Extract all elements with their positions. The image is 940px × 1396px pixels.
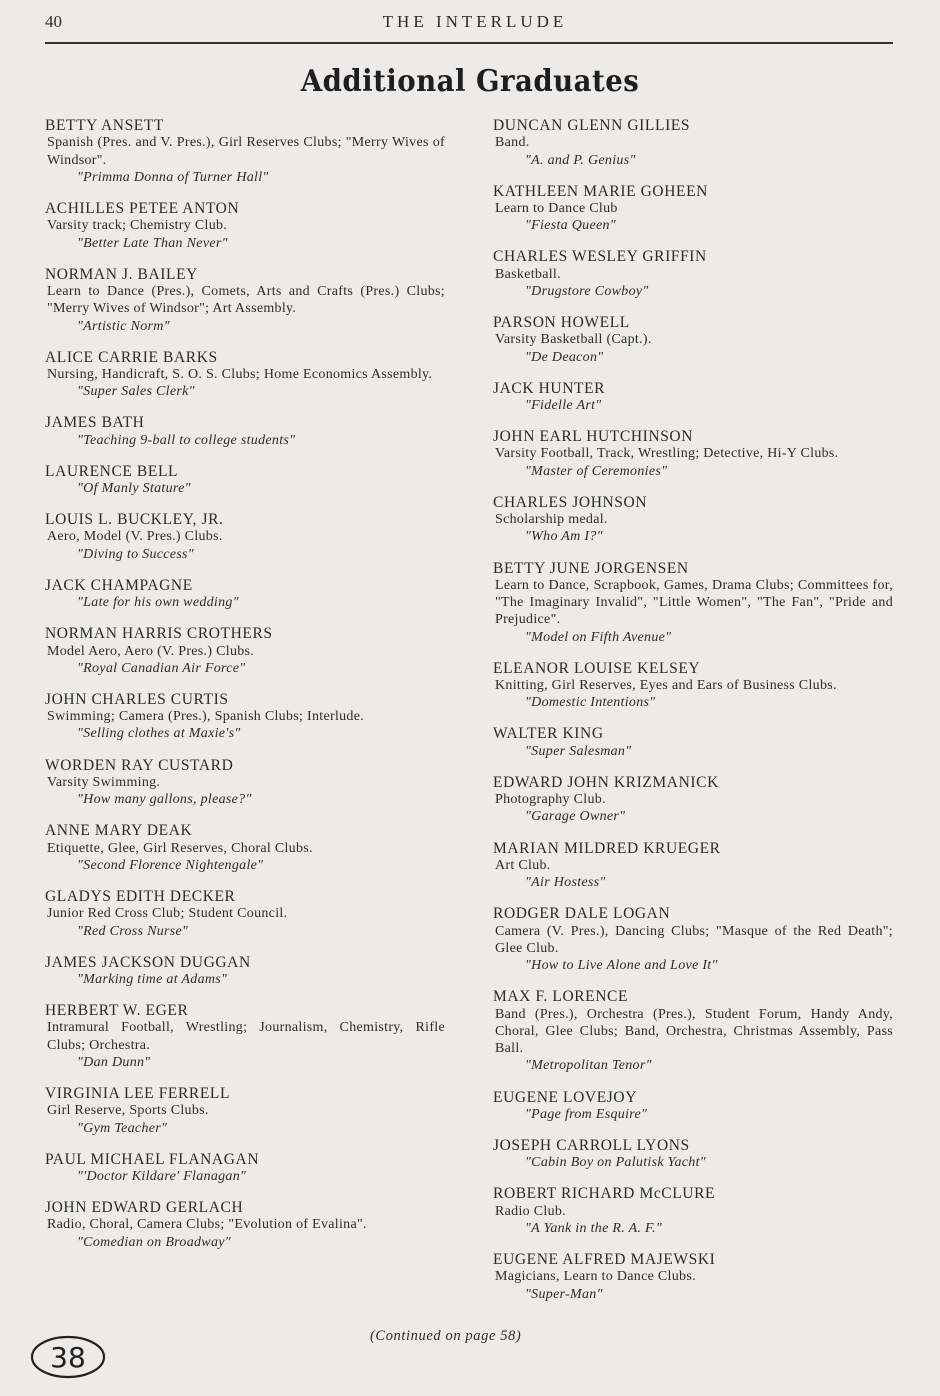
graduate-entry (45, 414, 445, 449)
graduate-name: ELEANOR LOUISE KELSEY (493, 659, 701, 677)
graduate-activities: Girl Reserve, Sports Clubs. (47, 1103, 209, 1119)
graduate-name: WORDEN RAY CUSTARD (45, 756, 234, 774)
graduate-quote: "Second Florence Nightengale" (77, 857, 264, 873)
graduate-quote: "Drugstore Cowboy" (525, 283, 649, 299)
graduate-entry (45, 117, 445, 186)
graduate-name: EUGENE LOVEJOY (493, 1088, 638, 1106)
graduate-entry (493, 380, 893, 415)
graduate-entry (493, 840, 893, 892)
graduate-activities: Aero, Model (V. Pres.) Clubs. (47, 529, 223, 545)
graduate-quote: "Primma Donna of Turner Hall" (77, 169, 269, 185)
graduate-quote: "Model on Fifth Avenue" (525, 629, 672, 645)
graduate-name: JOSEPH CARROLL LYONS (493, 1136, 690, 1154)
graduate-quote: "Super Salesman" (525, 743, 632, 759)
graduate-quote: "Who Am I?" (525, 529, 603, 545)
graduate-quote: "A Yank in the R. A. F." (525, 1220, 663, 1236)
handwritten-page-mark (24, 1334, 108, 1380)
graduate-quote: "Super Sales Clerk" (77, 384, 195, 400)
graduate-activities: Camera (V. Pres.), Dancing Clubs; "Masque of the Red Death"; Glee Club. (495, 923, 893, 956)
graduate-activities: Varsity track; Chemistry Club. (47, 218, 228, 234)
graduate-entry (45, 822, 445, 874)
graduate-quote: "Late for his own wedding" (77, 595, 239, 611)
header-rule (45, 42, 893, 44)
graduate-entry (45, 511, 445, 563)
graduate-quote: "De Deacon" (525, 349, 604, 365)
graduate-quote: "Artistic Norm" (77, 318, 170, 334)
graduate-name: EUGENE ALFRED MAJEWSKI (493, 1250, 716, 1268)
graduate-entry (493, 428, 893, 480)
graduate-name: NORMAN J. BAILEY (45, 265, 198, 283)
graduate-activities: Model Aero, Aero (V. Pres.) Clubs. (47, 643, 255, 659)
graduate-quote: "Super-Man" (525, 1286, 603, 1302)
graduate-name: EDWARD JOHN KRIZMANICK (493, 773, 719, 791)
graduate-activities: Scholarship medal. (495, 512, 608, 528)
left-column (45, 117, 445, 1265)
graduate-entry (45, 200, 445, 252)
graduate-entry (45, 757, 445, 809)
graduate-entry (45, 954, 445, 989)
graduate-name: CHARLES JOHNSON (493, 493, 648, 511)
page-number: 40 (45, 12, 62, 31)
graduate-entry (493, 1185, 893, 1237)
graduate-quote: "Domestic Intentions" (525, 695, 656, 711)
graduate-entry (45, 1085, 445, 1137)
graduate-activities: Learn to Dance, Scrapbook, Games, Drama Clubs; Committees for, "The Imaginary Invalid", "Little Women", "The Fan", "Pride and Prejudice". (495, 577, 893, 628)
graduate-activities: Band (Pres.), Orchestra (Pres.), Student Forum, Handy Andy, Choral, Glee Clubs; Band, Orchestra, Christmas Assembly, Pass Ball. (495, 1006, 893, 1057)
graduate-entry (493, 248, 893, 300)
graduate-quote: "A. and P. Genius" (525, 152, 636, 168)
graduate-activities: Etiquette, Glee, Girl Reserves, Choral Clubs. (47, 840, 313, 856)
graduate-activities: Band. (495, 135, 530, 151)
graduate-name: MARIAN MILDRED KRUEGER (493, 839, 721, 857)
graduate-entry (493, 560, 893, 646)
graduate-quote: "Air Hostess" (525, 875, 606, 891)
graduate-entry (493, 117, 893, 169)
graduate-quote: "How to Live Alone and Love It" (525, 958, 718, 974)
graduate-activities: Knitting, Girl Reserves, Eyes and Ears of Business Clubs. (495, 678, 837, 694)
graduate-quote: "Fidelle Art" (525, 398, 602, 414)
graduate-activities: Learn to Dance (Pres.), Comets, Arts and Crafts (Pres.) Clubs; "Merry Wives of Windsor"; Art Assembly. (47, 283, 445, 317)
graduate-quote: "Cabin Boy on Palutisk Yacht" (525, 1155, 706, 1171)
graduate-activities: Learn to Dance Club (495, 200, 618, 216)
graduate-quote: "Gym Teacher" (77, 1120, 168, 1136)
graduate-activities: Intramural Football, Wrestling; Journalism, Chemistry, Rifle Clubs; Orchestra. (47, 1020, 445, 1053)
graduate-quote: "Page from Esquire" (525, 1106, 648, 1122)
graduate-quote: "Dan Dunn" (77, 1054, 151, 1070)
graduate-entry (45, 625, 445, 677)
handwritten-mark-text: 38 (50, 1341, 86, 1374)
graduate-name: VIRGINIA LEE FERRELL (45, 1085, 231, 1103)
graduate-name: ALICE CARRIE BARKS (45, 348, 218, 366)
graduate-name: NORMAN HARRIS CROTHERS (45, 625, 273, 643)
graduate-activities: Photography Club. (495, 792, 606, 808)
graduate-entry (45, 349, 445, 401)
graduate-entry (45, 1199, 445, 1251)
graduate-quote: "Better Late Than Never" (77, 235, 228, 251)
graduate-activities: Varsity Swimming. (47, 774, 161, 790)
graduate-entry (493, 660, 893, 712)
graduate-activities: Radio, Choral, Camera Clubs; "Evolution of Evalina". (47, 1217, 367, 1233)
graduate-quote: "Marking time at Adams" (77, 971, 228, 987)
graduate-activities: Varsity Football, Track, Wrestling; Detective, Hi-Y Clubs. (495, 446, 839, 462)
graduate-quote: "Royal Canadian Air Force" (77, 660, 246, 676)
graduate-activities: Junior Red Cross Club; Student Council. (47, 906, 288, 922)
graduate-quote: "Garage Owner" (525, 809, 626, 825)
graduate-name: MAX F. LORENCE (493, 988, 629, 1006)
graduate-entry (493, 988, 893, 1074)
graduate-name: ANNE MARY DEAK (45, 822, 193, 840)
graduate-activities: Varsity Basketball (Capt.). (495, 332, 652, 348)
graduate-activities: Basketball. (495, 266, 561, 282)
graduate-quote: "Fiesta Queen" (525, 218, 616, 234)
graduate-entry (45, 691, 445, 743)
graduate-name: JACK HUNTER (493, 379, 606, 397)
graduate-name: BETTY ANSETT (45, 117, 164, 134)
graduate-quote: "Selling clothes at Maxie's" (77, 726, 241, 742)
graduate-quote: "'Doctor Kildare' Flanagan" (77, 1169, 247, 1184)
right-column (493, 117, 893, 1317)
graduate-name: HERBERT W. EGER (45, 1002, 189, 1020)
graduate-name: LOUIS L. BUCKLEY, JR. (45, 511, 224, 529)
graduate-quote: "Red Cross Nurse" (77, 923, 189, 939)
graduate-entry (45, 463, 445, 498)
graduate-quote: "Master of Ceremonies" (525, 463, 668, 479)
graduate-entry (45, 266, 445, 335)
graduate-name: GLADYS EDITH DECKER (45, 887, 236, 905)
running-title: THE INTERLUDE (382, 12, 568, 31)
graduate-activities: Spanish (Pres. and V. Pres.), Girl Reserves Clubs; "Merry Wives of Windsor". (47, 135, 445, 168)
graduate-name: DUNCAN GLENN GILLIES (493, 117, 691, 134)
graduate-name: JAMES BATH (45, 414, 145, 432)
graduate-quote: "How many gallons, please?" (77, 792, 252, 808)
graduate-entry (493, 183, 893, 235)
graduate-name: ROBERT RICHARD McCLURE (493, 1185, 716, 1203)
graduate-name: KATHLEEN MARIE GOHEEN (493, 182, 708, 200)
graduate-activities: Magicians, Learn to Dance Clubs. (495, 1269, 696, 1285)
graduate-name: ACHILLES PETEE ANTON (45, 199, 240, 217)
graduate-name: WALTER KING (493, 725, 604, 743)
graduate-entry (45, 888, 445, 940)
graduate-name: JOHN CHARLES CURTIS (45, 690, 229, 708)
graduate-quote: "Metropolitan Tenor" (525, 1058, 652, 1074)
graduate-entry (493, 905, 893, 974)
graduate-activities: Swimming; Camera (Pres.), Spanish Clubs; Interlude. (47, 709, 365, 725)
graduate-entry (493, 725, 893, 760)
graduate-entry (493, 494, 893, 546)
graduate-activities: Art Club. (495, 857, 551, 873)
graduate-quote: "Diving to Success" (77, 546, 194, 562)
graduate-name: JOHN EARL HUTCHINSON (493, 428, 694, 446)
page-title: Additional Graduates (300, 64, 640, 99)
graduate-name: PAUL MICHAEL FLANAGAN (45, 1150, 260, 1168)
graduate-name: RODGER DALE LOGAN (493, 905, 671, 923)
graduate-quote: "Of Manly Stature" (77, 481, 191, 497)
graduate-entry (45, 1002, 445, 1071)
graduate-name: JOHN EDWARD GERLACH (45, 1199, 244, 1217)
graduate-activities: Radio Club. (495, 1203, 566, 1219)
graduate-activities: Nursing, Handicraft, S. O. S. Clubs; Home Economics Assembly. (47, 366, 433, 382)
continued-note: (Continued on page 58) (370, 1328, 522, 1344)
graduate-quote: "Teaching 9-ball to college students" (77, 432, 296, 448)
graduate-quote: "Comedian on Broadway" (77, 1234, 231, 1250)
graduate-entry (493, 1251, 893, 1303)
graduate-entry (45, 577, 445, 612)
graduate-name: JACK CHAMPAGNE (45, 576, 193, 594)
graduate-entry (493, 1137, 893, 1172)
graduate-name: BETTY JUNE JORGENSEN (493, 559, 689, 577)
graduate-name: PARSON HOWELL (493, 314, 630, 332)
graduate-name: LAURENCE BELL (45, 462, 179, 480)
graduate-name: JAMES JACKSON DUGGAN (45, 953, 251, 971)
graduate-name: CHARLES WESLEY GRIFFIN (493, 248, 707, 266)
graduate-entry (45, 1151, 445, 1186)
graduate-entry (493, 774, 893, 826)
graduate-entry (493, 1089, 893, 1124)
graduate-entry (493, 314, 893, 366)
